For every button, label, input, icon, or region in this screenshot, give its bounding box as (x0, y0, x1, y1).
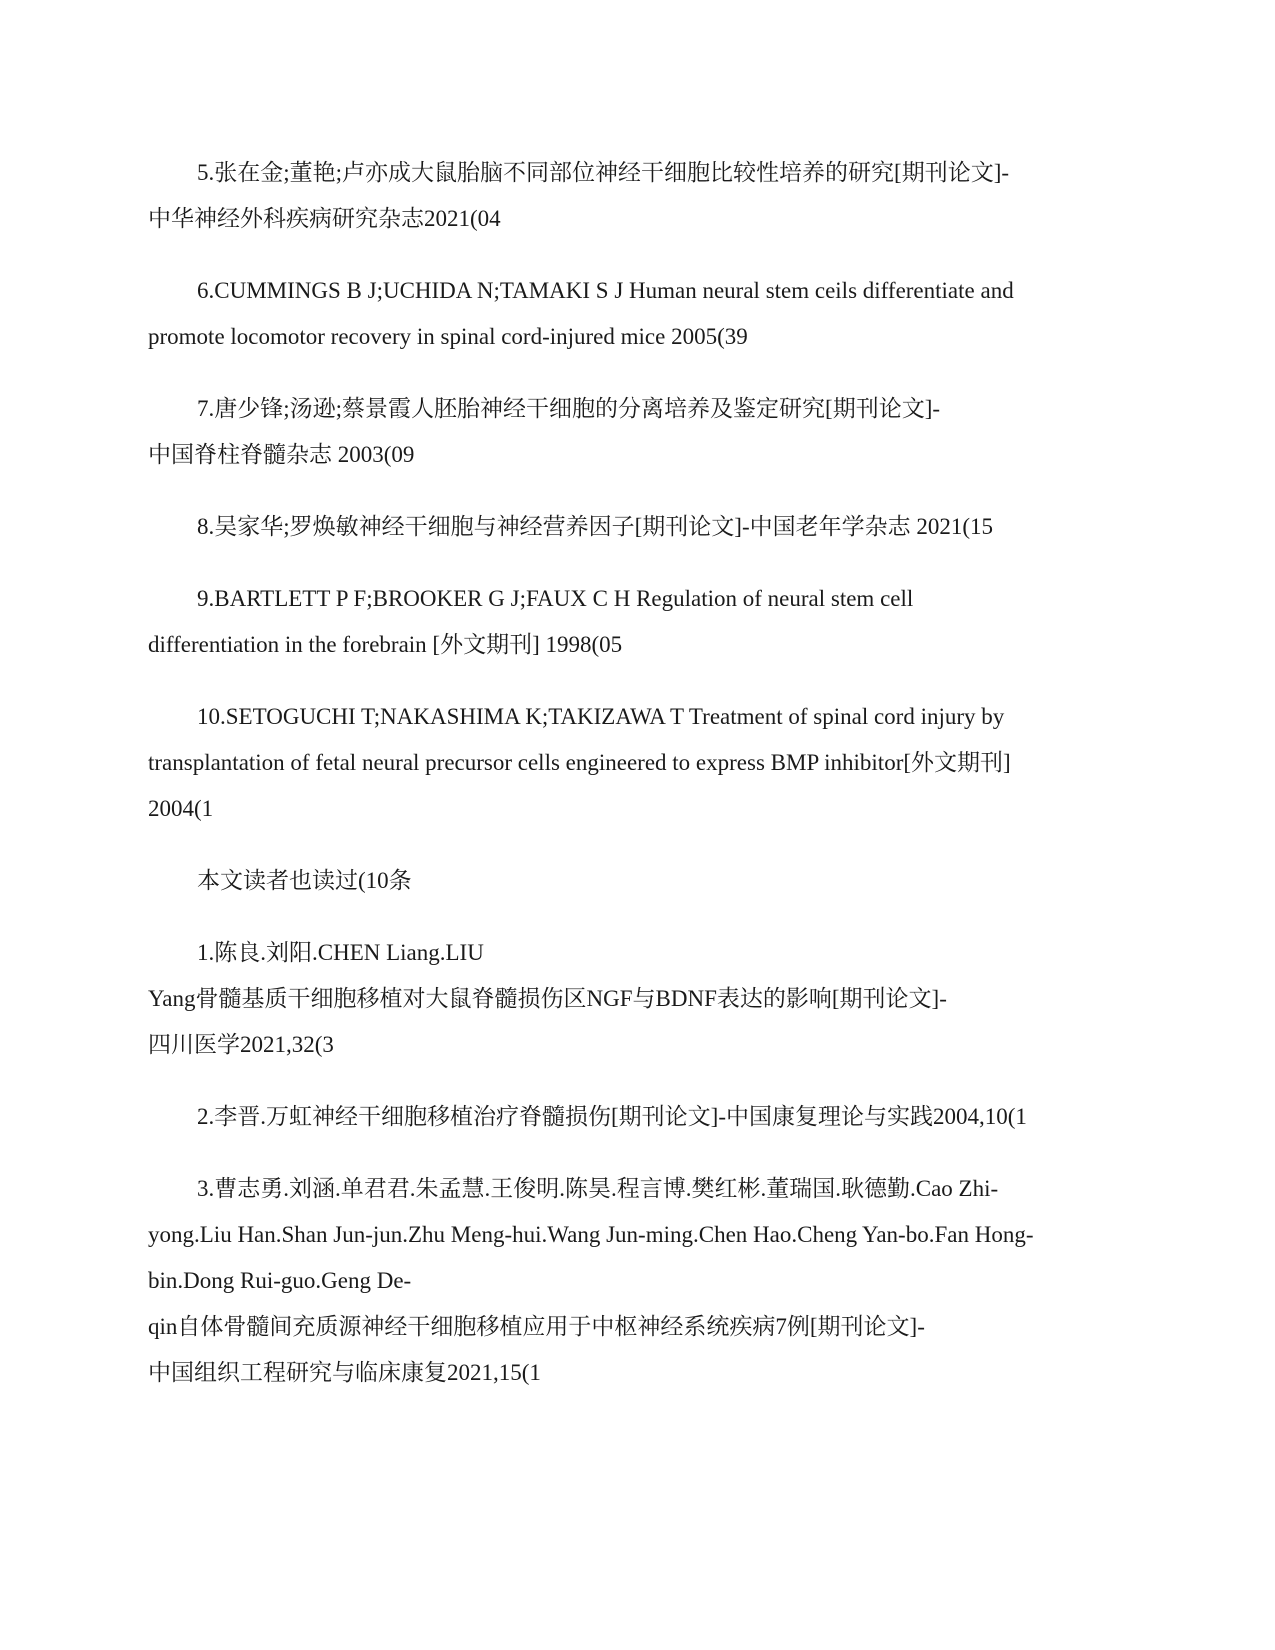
text-line: 1.陈良.刘阳.CHEN Liang.LIU (197, 940, 484, 965)
text-line: 9.BARTLETT P F;BROOKER G J;FAUX C H Regulation of neural stem cell (197, 586, 914, 611)
text-line: 8.吴家华;罗焕敏神经干细胞与神经营养因子[期刊论文]-中国老年学杂志 2021(15 (197, 514, 994, 539)
text-line: Yang骨髓基质干细胞移植对大鼠脊髓损伤区NGF与BDNF表达的影响[期刊论文]- (148, 986, 947, 1011)
text-line: 中国组织工程研究与临床康复2021,15(1 (148, 1360, 541, 1385)
text-line: yong.Liu Han.Shan Jun-jun.Zhu Meng-hui.Wang Jun-ming.Chen Hao.Cheng Yan-bo.Fan Hong- (148, 1222, 1034, 1247)
text-line: 中国脊柱脊髓杂志 2003(09 (148, 442, 415, 467)
text-line: 5.张在金;董艳;卢亦成大鼠胎脑不同部位神经干细胞比较性培养的研究[期刊论文]- (197, 160, 1010, 185)
reference-list (148, 150, 1128, 1422)
text-line: 四川医学2021,32(3 (148, 1032, 334, 1057)
text-line: 6.CUMMINGS B J;UCHIDA N;TAMAKI S J Human neural stem ceils differentiate and (197, 278, 1014, 303)
reference-item-7 (148, 386, 1128, 478)
text-line: 中华神经外科疾病研究杂志2021(04 (148, 206, 501, 231)
also-read-item-1 (148, 930, 1128, 1068)
text-line: 10.SETOGUCHI T;NAKASHIMA K;TAKIZAWA T Treatment of spinal cord injury by (197, 704, 1005, 729)
text-line: 本文读者也读过(10条 (197, 868, 412, 893)
reference-item-8 (148, 504, 1128, 550)
text-line: 7.唐少锋;汤逊;蔡景霞人胚胎神经干细胞的分离培养及鉴定研究[期刊论文]- (197, 396, 941, 421)
text-line: transplantation of fetal neural precursor cells engineered to express BMP inhibitor[外文期刊] (148, 750, 1011, 775)
text-line: differentiation in the forebrain [外文期刊] 1998(05 (148, 632, 623, 657)
text-line: 3.曹志勇.刘涵.单君君.朱孟慧.王俊明.陈昊.程言博.樊红彬.董瑞国.耿德勤.Cao Zhi- (197, 1176, 999, 1201)
section-heading-also-read (148, 858, 1128, 904)
reference-item-5 (148, 150, 1128, 242)
also-read-item-3 (148, 1166, 1128, 1396)
reference-item-6 (148, 268, 1128, 360)
text-line: 2.李晋.万虹神经干细胞移植治疗脊髓损伤[期刊论文]-中国康复理论与实践2004,10(1 (197, 1104, 1027, 1129)
text-line: 2004(1 (148, 796, 214, 821)
also-read-item-2 (148, 1094, 1128, 1140)
text-line: bin.Dong Rui-guo.Geng De- (148, 1268, 412, 1293)
text-line: promote locomotor recovery in spinal cord-injured mice 2005(39 (148, 324, 748, 349)
reference-item-9 (148, 576, 1128, 668)
text-line: qin自体骨髓间充质源神经干细胞移植应用于中枢神经系统疾病7例[期刊论文]- (148, 1314, 925, 1339)
reference-item-10 (148, 694, 1128, 832)
